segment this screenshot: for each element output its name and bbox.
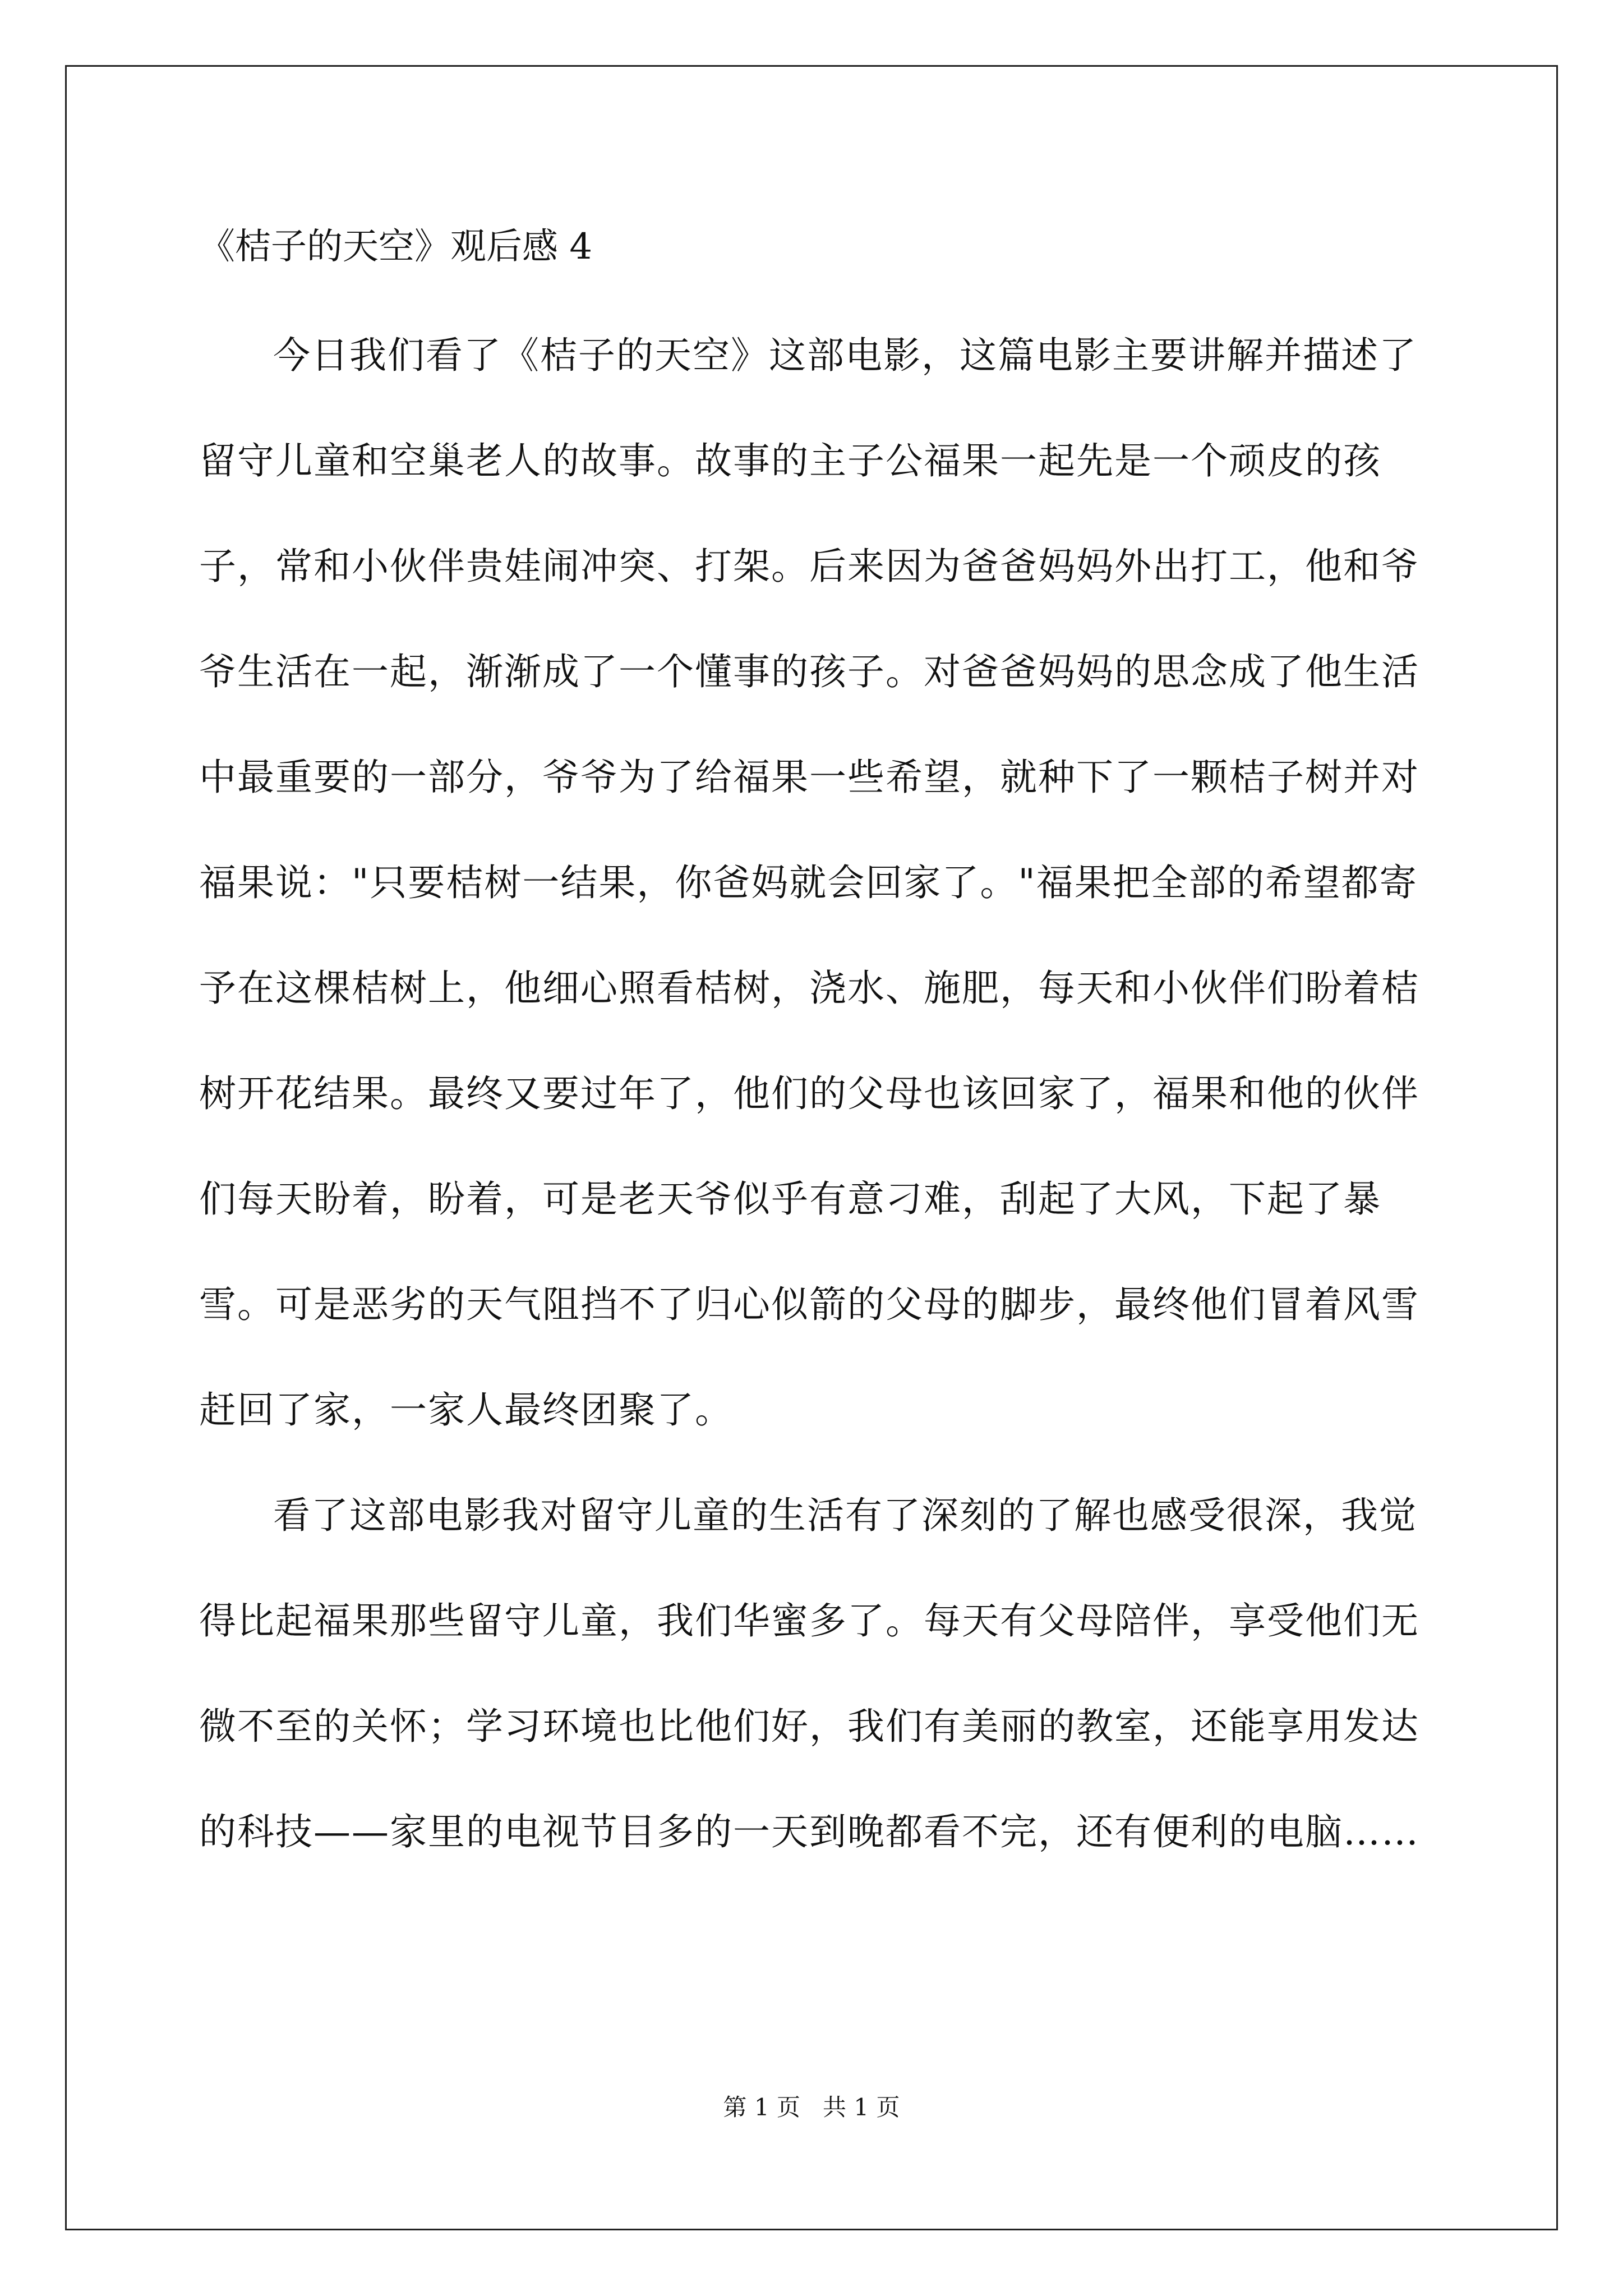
document-title: 《桔子的天空》观后感 4 <box>199 226 593 268</box>
paragraph-1: 今日我们看了《桔子的天空》这部电影，这篇电影主要讲解并描述了留守儿童和空巢老人的故事。故事的主子公福果一起先是一个顽皮的孩子，常和小伙伴贵娃闹冲突、打架。后来因为爸爸妈妈外出打工，他和爷爷生活在一起，渐渐成了一个懂事的孩子。对爸爸妈妈的思念成了他生活中最重要的一部分，爷爷为了给福果一些希望，就种下了一颗桔子树并对福果说："只要桔树一结果，你爸妈就会回家了。"福果把全部的希望都寄予在这棵桔树上，他细心照看桔树，浇水、施肥，每天和小伙伴们盼着桔树开花结果。最终又要过年了，他们的父母也该回家了，福果和他的伙伴们每天盼着，盼着，可是老天爷似乎有意刁难，刮起了大风，下起了暴雪。可是恶劣的天气阻挡不了归心似箭的父母的脚步，最终他们冒着风雪赶回了家，一家人最终团聚了。 <box>199 334 1419 1432</box>
paragraph-2: 看了这部电影我对留守儿童的生活有了深刻的了解也感受很深，我觉得比起福果那些留守儿童，我们华蜜多了。每天有父母陪伴，享受他们无微不至的关怀；学习环境也比他们好，我们有美丽的教室，还能享用发达的科技——家里的电视节目多的一天到晚都看不完，还有便利的电脑…… <box>199 1494 1419 1853</box>
page-footer: 第 1 页 共 1 页 <box>723 2093 900 2121</box>
document-body <box>199 216 1422 1885</box>
